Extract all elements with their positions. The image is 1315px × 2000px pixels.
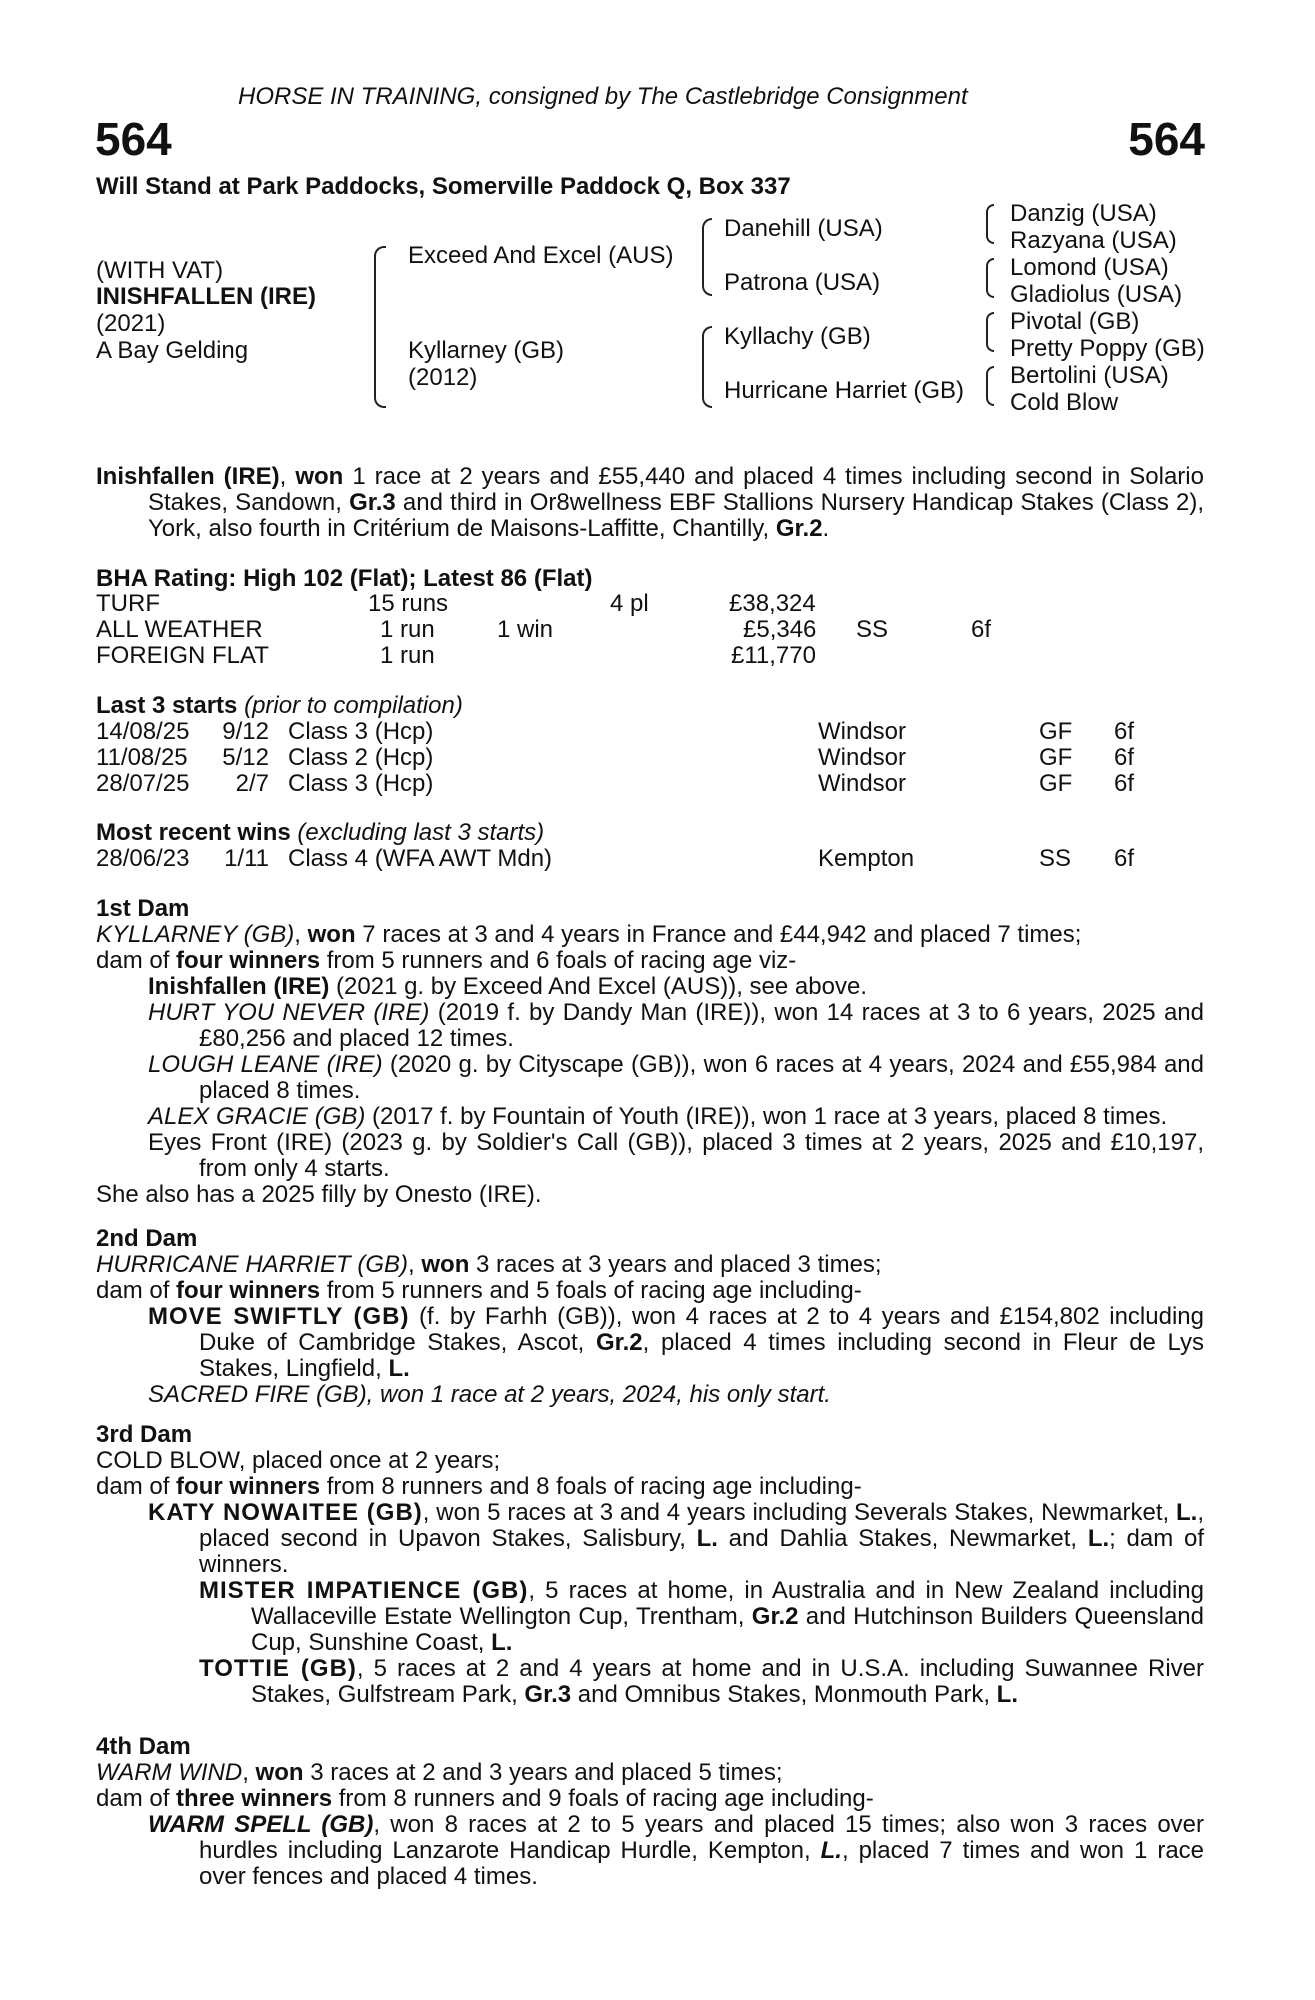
- rating-going: SS: [856, 616, 889, 643]
- progeny-1: [96, 1812, 1204, 1890]
- progeny-name: ALEX GRACIE (GB): [148, 1103, 366, 1130]
- lot-number-right: 564: [1128, 113, 1205, 165]
- rating-earnings: £38,324: [729, 590, 816, 617]
- start-course: Windsor: [818, 770, 907, 797]
- dam-name: HURRICANE HARRIET (GB): [96, 1251, 409, 1278]
- start-class: Class 2 (Hcp): [288, 744, 434, 771]
- progeny-text: and Hutchinson Builders Queensland Cup, Sunshine Coast,: [251, 1603, 1204, 1656]
- win-distance: 6f: [1114, 845, 1135, 872]
- progeny-text: , placed 7 times and won 1 race over fences and placed 4 times.: [199, 1837, 1205, 1890]
- summary-grade-1: Gr.3: [349, 489, 396, 516]
- progeny-text: and Omnibus Stakes, Monmouth Park,: [571, 1681, 997, 1708]
- summary-horse-name: Inishfallen (IRE): [96, 463, 280, 490]
- grade: L.: [1176, 1499, 1198, 1526]
- progeny-text: (2019 f. by Dandy Man (IRE)), won 14 races at 3 to 6 years, 2025 and £80,256 and placed 12 times.: [199, 999, 1204, 1052]
- sire-brace: [702, 218, 712, 296]
- text: 7 races at 3 and 4 years in France and £44,942 and placed 7 times;: [355, 921, 1082, 948]
- first-dam-note: She also has a 2025 filly by Onesto (IRE).: [96, 1181, 542, 1208]
- progeny-text: (2017 f. by Fountain of Youth (IRE)), won 1 race at 3 years, placed 8 times.: [365, 1103, 1168, 1130]
- progeny-text: and Dahlia Stakes, Newmarket,: [717, 1525, 1088, 1552]
- vat-note: (WITH VAT): [96, 257, 224, 284]
- grade: L.: [388, 1355, 410, 1382]
- grandsire-2: Lomond (USA): [1010, 254, 1169, 281]
- start-class: Class 3 (Hcp): [288, 770, 434, 797]
- g-brace-3: [986, 312, 994, 352]
- grade: L.: [820, 1837, 842, 1864]
- first-dam-line-2: [96, 948, 1204, 974]
- start-position: 9/12: [222, 718, 269, 745]
- progeny-text: , won 8 races at 2 to 5 years and placed 15 times; also won 3 races over hurdles including Lanzarote Handicap Hurdle, Kempton,: [199, 1811, 1205, 1864]
- won-label: won: [255, 1759, 304, 1786]
- won-label: won: [307, 921, 356, 948]
- last-starts-title: Last 3 starts: [96, 692, 238, 719]
- progeny-name: TOTTIE (GB): [199, 1655, 357, 1682]
- g-brace-1: [986, 204, 994, 244]
- first-dam-heading: 1st Dam: [96, 895, 190, 922]
- grade: Gr.2: [751, 1603, 799, 1630]
- summary-text-4: .: [822, 515, 830, 542]
- first-dam-line-1: [96, 922, 1204, 948]
- winners-count: four winners: [176, 1277, 321, 1304]
- rating-earnings: £11,770: [731, 642, 816, 669]
- rating-placed: 4 pl: [610, 590, 649, 617]
- text: dam of: [96, 1473, 177, 1500]
- progeny-name: Inishfallen (IRE): [148, 973, 330, 1000]
- text: dam of: [96, 1277, 177, 1304]
- rating-earnings: £5,346: [743, 616, 817, 643]
- progeny-1: [96, 1500, 1204, 1578]
- granddam-3: Pretty Poppy (GB): [1010, 335, 1205, 362]
- start-course: Windsor: [818, 744, 907, 771]
- winners-count: four winners: [176, 1473, 321, 1500]
- sire-dam: Patrona (USA): [724, 269, 881, 296]
- progeny-3: [96, 1052, 1204, 1104]
- dam: Kyllarney (GB): [408, 337, 565, 364]
- grandsire-4: Bertolini (USA): [1010, 362, 1169, 389]
- start-date: 28/07/25: [96, 770, 190, 797]
- rating-heading: BHA Rating: High 102 (Flat); Latest 86 (Flat): [96, 565, 593, 592]
- progeny-text: , won 5 races at 3 and 4 years including Severals Stakes, Newmarket,: [422, 1499, 1176, 1526]
- progeny-name: HURT YOU NEVER (IRE): [148, 999, 430, 1026]
- progeny-text: (f. by Farhh (GB)), won 4 races at 2 to 4 years and £154,802 including Duke of Cambridge Stakes, Ascot,: [199, 1303, 1204, 1356]
- recent-wins-title: Most recent wins: [96, 819, 291, 846]
- rating-surface: ALL WEATHER: [96, 616, 263, 643]
- text: from 8 runners and 8 foals of racing age including-: [320, 1473, 862, 1500]
- first-dam-section: [96, 896, 1204, 1208]
- progeny-name: WARM SPELL (GB): [148, 1811, 374, 1838]
- dam-dam: Hurricane Harriet (GB): [724, 377, 965, 404]
- text: dam of: [96, 1785, 177, 1812]
- rating-runs: 15 runs: [368, 590, 449, 617]
- start-position: 2/7: [235, 770, 269, 797]
- grade: L.: [996, 1681, 1018, 1708]
- grandsire-1: Danzig (USA): [1010, 200, 1157, 227]
- start-distance: 6f: [1114, 744, 1135, 771]
- progeny-text: , placed 4 times including second in Fleur de Lys Stakes, Lingfield,: [199, 1329, 1204, 1382]
- win-position: 1/11: [224, 845, 269, 872]
- text: ,: [294, 921, 308, 948]
- granddam-1: Razyana (USA): [1010, 227, 1177, 254]
- summary-text-2: 1 race at 2 years and £55,440 and placed 4 times including second in Solario Stakes, Sandown,: [148, 463, 1204, 516]
- third-dam-section: [96, 1422, 1204, 1708]
- recent-wins-heading: [96, 820, 544, 846]
- consignment-line: HORSE IN TRAINING, consigned by The Castlebridge Consignment: [238, 83, 968, 110]
- start-date: 11/08/25: [96, 744, 188, 771]
- progeny-text: , 5 races at 2 and 4 years at home and in U.S.A. including Suwannee River Stakes, Gulfstream Park,: [251, 1655, 1204, 1708]
- text: 3 races at 3 years and placed 3 times;: [469, 1251, 882, 1278]
- third-dam-line-1: COLD BLOW, placed once at 2 years;: [96, 1447, 501, 1474]
- sire-sire: Danehill (USA): [724, 215, 883, 242]
- horse-name: INISHFALLEN (IRE): [96, 283, 316, 310]
- start-position: 5/12: [222, 744, 269, 771]
- dam-sire: Kyllachy (GB): [724, 323, 871, 350]
- win-class: Class 4 (WFA AWT Mdn): [288, 845, 553, 872]
- progeny-1: [96, 1304, 1204, 1382]
- granddam-4: Cold Blow: [1010, 389, 1119, 416]
- last-starts-note: (prior to compilation): [237, 692, 463, 719]
- rating-distance: 6f: [971, 616, 992, 643]
- grand-progeny-1: [96, 1578, 1204, 1656]
- granddam-2: Gladiolus (USA): [1010, 281, 1183, 308]
- grade: L.: [696, 1525, 718, 1552]
- progeny-name: KATY NOWAITEE (GB): [148, 1499, 423, 1526]
- rating-wins: 1 win: [497, 616, 554, 643]
- g-brace-2: [986, 258, 994, 298]
- dam-year: (2012): [408, 364, 478, 391]
- grand-progeny-2: [96, 1656, 1204, 1708]
- start-going: GF: [1039, 744, 1073, 771]
- race-summary: [96, 464, 1204, 542]
- grade: L.: [491, 1629, 513, 1656]
- dam-brace: [702, 326, 712, 408]
- text: from 5 runners and 6 foals of racing age viz-: [320, 947, 797, 974]
- summary-won: won: [295, 463, 344, 490]
- grade: L.: [1087, 1525, 1110, 1552]
- grade: Gr.3: [524, 1681, 572, 1708]
- progeny-5: Eyes Front (IRE) (2023 g. by Soldier's Call (GB)), placed 3 times at 2 years, 2025 and £10,197, from only 4 starts.: [148, 1129, 1204, 1182]
- location-line: Will Stand at Park Paddocks, Somerville Paddock Q, Box 337: [96, 173, 791, 200]
- text: dam of: [96, 947, 177, 974]
- start-class: Class 3 (Hcp): [288, 718, 434, 745]
- progeny-2: [96, 1000, 1204, 1052]
- recent-wins-note: (excluding last 3 starts): [290, 819, 545, 846]
- horse-description: A Bay Gelding: [96, 337, 249, 364]
- dam-name: WARM WIND: [96, 1759, 243, 1786]
- fourth-dam-section: [96, 1734, 1204, 1890]
- start-distance: 6f: [1114, 770, 1135, 797]
- grandsire-3: Pivotal (GB): [1010, 308, 1140, 335]
- g-brace-4: [986, 366, 994, 406]
- progeny-text: , placed second in Upavon Stakes, Salisbury,: [199, 1499, 1204, 1552]
- second-dam-line-2: [96, 1278, 1204, 1304]
- win-course: Kempton: [818, 845, 915, 872]
- text: from 5 runners and 5 foals of racing age including-: [320, 1277, 862, 1304]
- progeny-name: MOVE SWIFTLY (GB): [148, 1303, 410, 1330]
- winners-count: four winners: [176, 947, 321, 974]
- horse-year: (2021): [96, 310, 166, 337]
- text: 3 races at 2 and 3 years and placed 5 times;: [303, 1759, 783, 1786]
- summary-grade-2: Gr.2: [775, 515, 823, 542]
- text: ,: [242, 1759, 256, 1786]
- start-date: 14/08/25: [96, 718, 190, 745]
- summary-text-1: ,: [279, 463, 296, 490]
- start-course: Windsor: [818, 718, 907, 745]
- progeny-name: MISTER IMPATIENCE (GB): [199, 1577, 529, 1604]
- rating-runs: 1 run: [380, 616, 435, 643]
- pedigree-brace: [374, 246, 386, 408]
- start-going: GF: [1039, 770, 1073, 797]
- last-starts-heading: [96, 693, 463, 719]
- text: from 8 runners and 9 foals of racing age including-: [332, 1785, 874, 1812]
- won-label: won: [421, 1251, 470, 1278]
- third-dam-heading: 3rd Dam: [96, 1421, 193, 1448]
- third-dam-line-2: [96, 1474, 1204, 1500]
- second-dam-line-1: [96, 1252, 1204, 1278]
- summary-text-3: and third in Or8wellness EBF Stallions Nursery Handicap Stakes (Class 2), York, also fourth in Critérium de Maisons-Laffitte, Chantilly,: [148, 489, 1204, 542]
- progeny-name: LOUGH LEANE (IRE): [148, 1051, 383, 1078]
- progeny-4: [96, 1104, 1204, 1130]
- dam-name: KYLLARNEY (GB): [96, 921, 295, 948]
- progeny-text: (2020 g. by Cityscape (GB)), won 6 races at 4 years, 2024 and £55,984 and placed 8 times.: [199, 1051, 1204, 1104]
- progeny-text: ; dam of winners.: [199, 1525, 1204, 1578]
- win-going: SS: [1039, 845, 1072, 872]
- lot-number-left: 564: [95, 113, 172, 165]
- start-going: GF: [1039, 718, 1073, 745]
- fourth-dam-line-1: [96, 1760, 1204, 1786]
- rating-surface: TURF: [96, 590, 160, 617]
- second-dam-section: [96, 1226, 1204, 1408]
- start-distance: 6f: [1114, 718, 1135, 745]
- rating-surface: FOREIGN FLAT: [96, 642, 269, 669]
- progeny-2: SACRED FIRE (GB), won 1 race at 2 years, 2024, his only start.: [148, 1381, 831, 1408]
- rating-runs: 1 run: [380, 642, 435, 669]
- progeny-1: [96, 974, 1204, 1000]
- progeny-text: (2021 g. by Exceed And Excel (AUS)), see above.: [329, 973, 867, 1000]
- fourth-dam-heading: 4th Dam: [96, 1733, 191, 1760]
- winners-count: three winners: [176, 1785, 333, 1812]
- text: ,: [408, 1251, 422, 1278]
- progeny-text: , 5 races at home, in Australia and in New Zealand including Wallaceville Estate Wellington Cup, Trentham,: [251, 1577, 1205, 1630]
- fourth-dam-line-2: [96, 1786, 1204, 1812]
- grade: Gr.2: [595, 1329, 643, 1356]
- sire: Exceed And Excel (AUS): [408, 242, 674, 269]
- second-dam-heading: 2nd Dam: [96, 1225, 198, 1252]
- win-date: 28/06/23: [96, 845, 190, 872]
